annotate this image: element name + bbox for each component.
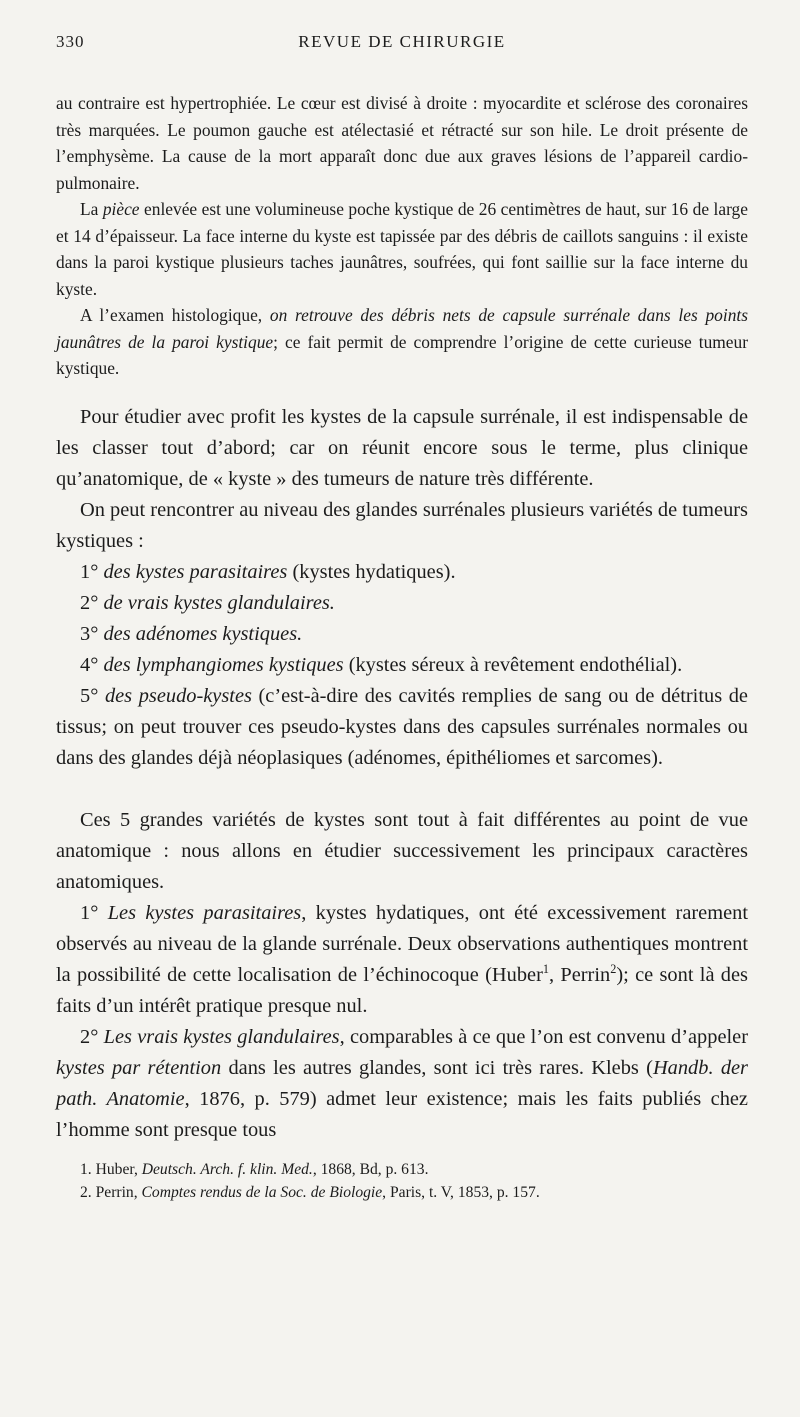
list-item-1: 1° des kystes parasitaires (kystes hydatiques). <box>80 560 456 583</box>
footnote-ref-2: 2 <box>610 961 617 976</box>
journal-title: REVUE DE CHIRURGIE <box>298 32 506 51</box>
paragraph-intro: Pour étudier avec profit les kystes de la capsule surrénale, il est indispensable de les classer tout d’abord; car on réunit encore sous le terme, plus clinique qu’anatomique, de « kyste » des tumeurs de nature très différente. <box>56 405 748 490</box>
footnote-1: 1. Huber, Deutsch. Arch. f. klin. Med., 1868, Bd, p. 613. <box>80 1160 429 1178</box>
list-item-4: 4° des lymphangiomes kystiques (kystes séreux à revêtement endothélial). <box>80 653 683 676</box>
page-number: 330 <box>56 32 85 51</box>
running-head <box>56 26 748 66</box>
paragraph-varietes: On peut rencontrer au niveau des glandes surrénales plusieurs variétés de tumeurs kystiques : <box>56 498 748 552</box>
footnote-ref-1: 1 <box>542 961 549 976</box>
list-item-5: 5° des pseudo-kystes (c’est-à-dire des cavités remplies de sang ou de détritus de tissus; on peut trouver ces pseudo-kystes dans des capsules surrénales normales ou dans des glandes déjà néoplasiques (adénomes, épithéliomes et sarcomes). <box>56 684 748 769</box>
paragraph-kystes-parasitaires: 1° Les kystes parasitaires, kystes hydatiques, ont été excessivement rarement observés au niveau de la glande surrénale. Deux observations authentiques montrent la possibilité de cette localisation de l’échinocoque (Huber$^1$, Perrin$^2$); ce sont là des faits d’un intérêt pratique presque nul. <box>56 901 748 1017</box>
main-text <box>56 402 748 1146</box>
paragraph-vrais-kystes: 2° Les vrais kystes glandulaires, comparables à ce que l’on est convenu d’appeler kystes par rétention dans les autres glandes, sont ici très rares. Klebs (Handb. der path. Anatomie, 1876, p. 579) admet leur existence; mais les faits publiés chez l’homme sont presque tous <box>56 1025 748 1141</box>
paragraph-histology: A l’examen histologique, on retrouve des débris nets de capsule surrénale dans les points jaunâtres de la paroi kystique; ce fait permit de comprendre l’origine de cette curieuse tumeur kystique. <box>56 305 749 378</box>
footnotes <box>56 1158 748 1204</box>
list-item-3: 3° des adénomes kystiques. <box>80 622 303 645</box>
footnote-2: 2. Perrin, Comptes rendus de la Soc. de Biologie, Paris, t. V, 1853, p. 157. <box>80 1183 540 1201</box>
paragraph-ces-5: Ces 5 grandes variétés de kystes sont tout à fait différentes au point de vue anatomique : nous allons en étudier successivement les principaux caractères anatomiques. <box>56 808 748 893</box>
paragraph-piece: La pièce enlevée est une volumineuse poche kystique de 26 centimètres de haut, sur 16 de large et 14 d’épaisseur. La face interne du kyste est tapissée par des débris de caillots sanguins : il existe dans la paroi kystique plusieurs taches jaunâtres, soufrées, qui font saillie sur la face interne du kyste. <box>56 199 748 299</box>
paragraph-autopsy: au contraire est hypertrophiée. Le cœur est divisé à droite : myocardite et sclérose des coronaires très marquées. Le poumon gauche est atélectasié et rétracté sur son hile. Le droit présente de l’emphysème. La cause de la mort apparaît donc due aux graves lésions de l’appareil cardio-pulmonaire. <box>56 93 748 193</box>
observation-text <box>56 90 748 382</box>
list-item-2: 2° de vrais kystes glandulaires. <box>80 591 335 614</box>
